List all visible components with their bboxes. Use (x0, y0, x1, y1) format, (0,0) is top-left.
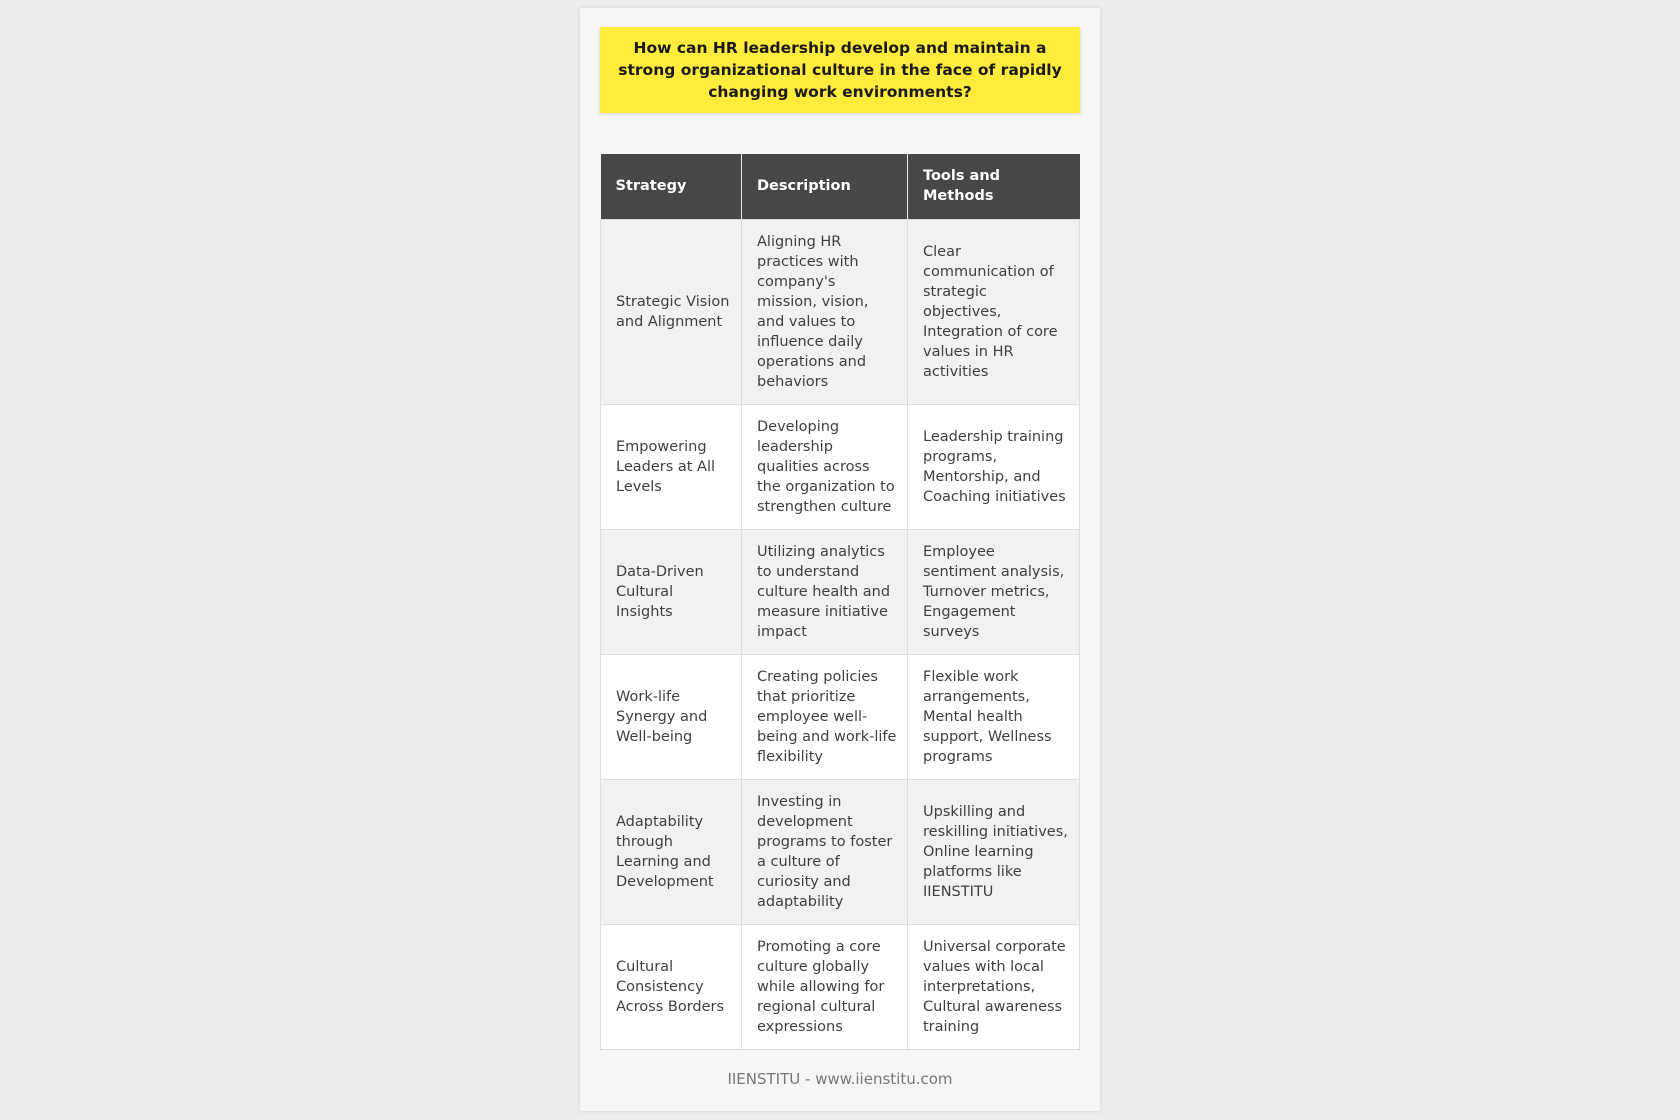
cell-tools: Upskilling and reskilling initiatives, Online learning platforms like IIENSTITU (908, 779, 1080, 924)
table-header-row (601, 154, 1080, 219)
content-card (580, 8, 1100, 1111)
cell-description: Utilizing analytics to understand culture health and measure initiative impact (742, 529, 908, 654)
cell-strategy: Work-life Synergy and Well-being (601, 654, 742, 779)
cell-tools: Leadership training programs, Mentorship, and Coaching initiatives (908, 404, 1080, 529)
strategy-table (600, 154, 1080, 1050)
table-row (601, 404, 1080, 529)
cell-strategy: Adaptability through Learning and Development (601, 779, 742, 924)
cell-strategy: Cultural Consistency Across Borders (601, 924, 742, 1049)
header-tools-and-methods: Tools and Methods (908, 154, 1080, 219)
cell-description: Promoting a core culture globally while allowing for regional cultural expressions (742, 924, 908, 1049)
cell-strategy: Strategic Vision and Alignment (601, 219, 742, 404)
table-row (601, 219, 1080, 404)
cell-tools: Universal corporate values with local interpretations, Cultural awareness training (908, 924, 1080, 1049)
question-banner (600, 27, 1080, 113)
cell-strategy: Empowering Leaders at All Levels (601, 404, 742, 529)
header-strategy: Strategy (601, 154, 742, 219)
table-row (601, 924, 1080, 1049)
cell-tools: Employee sentiment analysis, Turnover metrics, Engagement surveys (908, 529, 1080, 654)
cell-description: Developing leadership qualities across the organization to strengthen culture (742, 404, 908, 529)
cell-description: Aligning HR practices with company's mission, vision, and values to influence daily operations and behaviors (742, 219, 908, 404)
cell-tools: Clear communication of strategic objectives, Integration of core values in HR activities (908, 219, 1080, 404)
table-row (601, 529, 1080, 654)
table-row (601, 779, 1080, 924)
footer-attribution: IIENSTITU - www.iienstitu.com (727, 1070, 953, 1088)
cell-tools: Flexible work arrangements, Mental health support, Wellness programs (908, 654, 1080, 779)
table-row (601, 654, 1080, 779)
cell-strategy: Data-Driven Cultural Insights (601, 529, 742, 654)
cell-description: Creating policies that prioritize employee well-being and work-life flexibility (742, 654, 908, 779)
header-description: Description (742, 154, 908, 219)
question-text: How can HR leadership develop and maintain a strong organizational culture in the face of rapidly changing work environments? (618, 39, 1062, 101)
cell-description: Investing in development programs to foster a culture of curiosity and adaptability (742, 779, 908, 924)
